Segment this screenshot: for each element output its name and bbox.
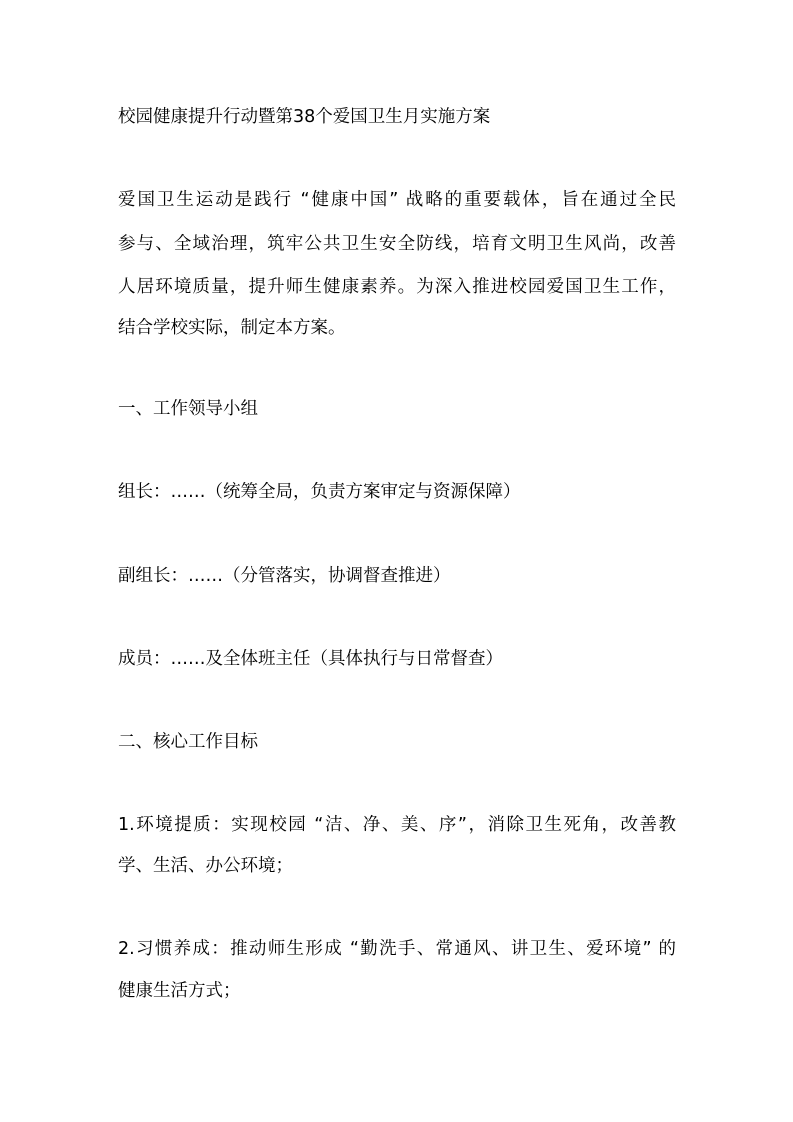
- deputy-leader-line: 副组长：……（分管落实，协调督查推进）: [118, 566, 451, 586]
- section-heading-leadership: 一、工作领导小组: [118, 399, 258, 419]
- section-heading-goals: 二、核心工作目标: [118, 732, 258, 752]
- intro-line: 爱国卫生运动是践行 “健康中国” 战略的重要载体，旨在通过全民: [118, 190, 676, 210]
- goal-line: 学、生活、办公环境；: [118, 856, 293, 876]
- intro-line: 人居环境质量，提升师生健康素养。为深入推进校园爱国卫生工作，: [118, 277, 676, 297]
- intro-line: 结合学校实际，制定本方案。: [118, 318, 346, 338]
- goal-line: 2.习惯养成：推动师生形成 “勤洗手、常通风、讲卫生、爱环境” 的: [118, 939, 676, 959]
- leader-line: 组长：……（统筹全局，负责方案审定与资源保障）: [118, 482, 521, 502]
- document-title: 校园健康提升行动暨第38个爱国卫生月实施方案: [118, 107, 491, 127]
- goal-line: 1.环境提质：实现校园 “洁、净、美、序”，消除卫生死角，改善教: [118, 815, 676, 835]
- goal-line: 健康生活方式；: [118, 981, 241, 1001]
- intro-line: 参与、全域治理，筑牢公共卫生安全防线，培育文明卫生风尚，改善: [118, 234, 676, 254]
- members-line: 成员：……及全体班主任（具体执行与日常督查）: [118, 649, 503, 669]
